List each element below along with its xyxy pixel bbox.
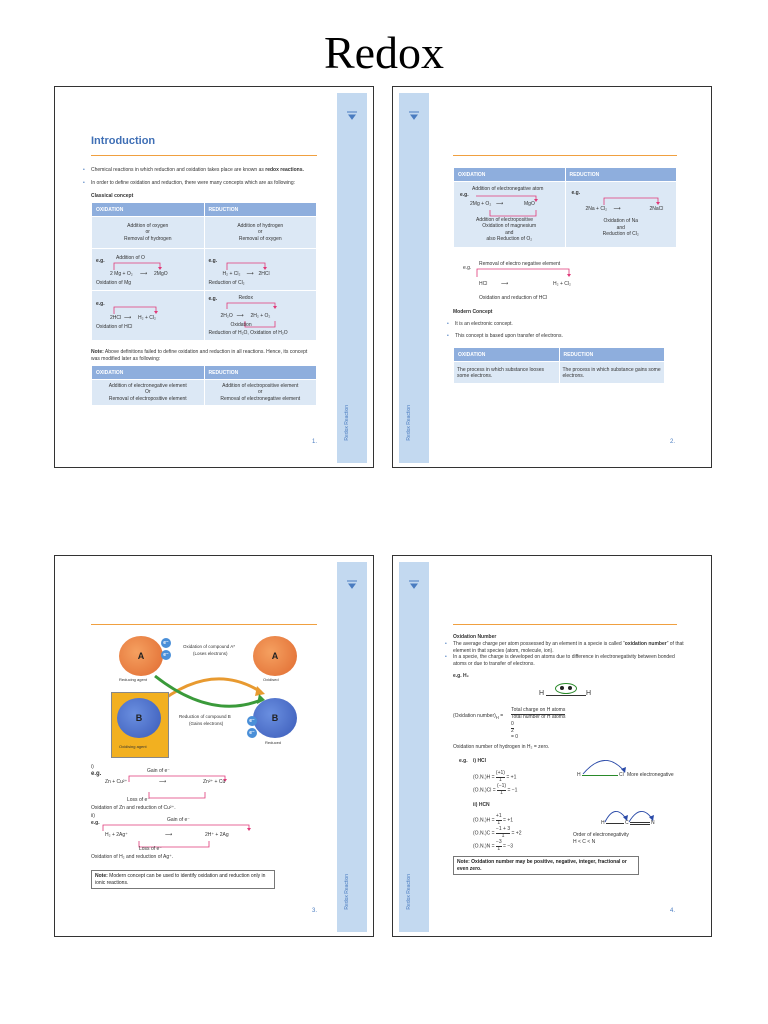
side-stripe (399, 562, 429, 932)
page-heading: Introduction (91, 135, 156, 147)
page-3: Redox Reaction A e⁻ e⁻ Reducing agent Oxidation of compound A* (Loses electrons) A Oxidised B Oxidising agent Reduction of compound B (Gains electrons) B e⁻ e⁻ Reduced i) e.g. Gain of e⁻ Zn + Cu²⁺ ⟶ Zn²⁺ + Cu Loss of e⁻ Oxidation of Zn and reduction of Cu²⁺. ii) e.g. Gain of e⁻ H₂ + 2Ag⁺ ⟶ 2H⁺ + 2Ag Loss of e⁻ Oxidation of H₂ and reduction of Ag⁺. Note: Modern concept can be used to identify oxidation and reduction only in ionic reactions. 3. (54, 555, 374, 937)
oxidised-label: Oxidised (263, 677, 279, 682)
section-label: Oxidation Number (453, 634, 497, 640)
side-label: Redox Reaction (344, 405, 350, 441)
page-number: 3. (311, 908, 317, 914)
page-number: 1. (311, 439, 317, 445)
heading-rule (91, 624, 317, 625)
bullet-item: • In order to define oxidation and reduction, there were many concepts which are as following: (83, 180, 323, 187)
page-number: 2. (669, 439, 675, 445)
document-title: Redox (323, 27, 445, 78)
bookmark-icon (408, 111, 420, 121)
electron: e⁻ (247, 728, 257, 738)
modified-table: OXIDATION REDUCTION Addition of electronegative element Or Removal of electropositive element Addition of electropositive element or Removal of electronegative element (91, 365, 317, 406)
zero-steps: $\frac{0}{2}$ = 0 (511, 721, 519, 740)
electron: e⁻ (161, 650, 171, 660)
reduction-text: Reduction of compound B (Gains electrons) (179, 714, 231, 726)
bullet-item: • This concept is based upon transfer of electrons. (447, 333, 563, 340)
bookmark-icon (408, 580, 420, 590)
electron: e⁻ (247, 716, 257, 726)
section-label: Classical concept (91, 193, 134, 199)
compound-b-reduced: B (253, 698, 297, 738)
hcl-arrow (475, 267, 575, 279)
heading-rule (91, 155, 317, 156)
classical-table: OXIDATION REDUCTION Addition of oxygen or Removal of hydrogen Addition of hydrogen or Removal of oxygen e.g. Addition of O 2 Mg + O₂ ⟶ 2MgO Oxidation of Mg e.g. H₂ + Cl₂ ⟶ 2HCl Reduction of Cl₂ e.g. 2HCl ⟶ H₂ + Cl₂ Oxidation of HCl e.g. Redox 2H₂O ⟶ 2H₂ + O₂ Oxidation Reduction of H₂O, Oxidation of H₂O (91, 202, 317, 341)
oxidising-agent-label: Oxidising agent (119, 744, 147, 749)
bullet-item: • Chemical reactions in which reduction and oxidation takes place are known as redox reactions. (83, 167, 323, 174)
bullet-item: • The average charge per atom possessed by an element in a specie is called “oxidation number” of that element in that species (atom, molecule, ion). (445, 641, 685, 654)
hcl-label: i) HCl (473, 758, 487, 764)
h2-result: Oxidation number of hydrogen in H₂ = zero. (453, 744, 550, 750)
hcn-label: ii) HCN (473, 802, 490, 808)
reduced-label: Reduced (265, 740, 282, 745)
page-4: Redox Reaction Oxidation Number • The average charge per atom possessed by an element in a specie is called “oxidation number” of that element in that species (atom, molecule, ion). • In a specie, the charge is developed on atoms due to difference in electronegativity between bonded atoms or due to transfer of electrons. e.g. H₂ H H (Oxidation $number)_H$ = $\frac{\text{Total charge on H atoms}}{\text{Total number of H atoms}}$ $\frac{0}{2}$ = 0 Oxidation number of hydrogen in H₂ = zero. e.g. i) HCl (O.N.)H = $\frac{(+1)}{1}$ = +1 (O.N.)Cl = $\frac{(-1)}{1}$ = −1 H Cl More electronegative ii) HCN (O.N.)H = $\frac{+1}{1}$ = +1 (O.N.)C = $\frac{-1 + 3}{1}$ = +2 (O.N.)N = $\frac{-3}{1}$ = −3 H C N Order of electronegativity H < C < N Note: Oxidation number may be positive, negative, integer, fractional or even zero. 4. (392, 555, 712, 937)
compound-b: B (117, 698, 161, 738)
oxidation-text: Oxidation of compound A* (Loses electrons) (183, 644, 236, 656)
section-label: Modern Concept (453, 309, 493, 315)
compound-a-oxidised: A (253, 636, 297, 676)
modern-table: OXIDATION REDUCTION The process in which substance looses some electrons. The process in which substance gains some electrons. (453, 347, 665, 384)
bullet-item: • In a specie, the charge is developed on atoms due to difference in electronegativity between bonded atoms or due to transfer of electrons. (445, 654, 685, 667)
side-stripe (337, 562, 367, 932)
side-label: Redox Reaction (406, 405, 412, 441)
note-text: Note: Above definitions failed to define oxidation and reduction in all reactions. Hence, its concept was modified later as following: (91, 349, 308, 362)
electron-table: OXIDATION REDUCTION Addition of electronegative atom e.g. 2Mg + O₂ ⟶ MgO Addition of electropositive Oxidation of magnesium and also Reduction of O₂ e.g. 2Na + Cl₂ ⟶ 2NaCl Oxidation of Na and Reduction of Cl₂ (453, 167, 677, 248)
bullet-item: • It is an electronic concept. (447, 321, 513, 328)
hcl-caption: Oxidation and reduction of HCl (479, 295, 548, 301)
hcl-arrow-label: Removal of electro negative element (479, 261, 561, 267)
bookmark-icon (346, 580, 358, 590)
hcl-lhs: HCl (479, 281, 488, 287)
side-label: Redox Reaction (344, 874, 350, 910)
side-label: Redox Reaction (406, 874, 412, 910)
heading-rule (453, 155, 677, 156)
eg-label: e.g. (459, 758, 468, 764)
bookmark-icon (346, 111, 358, 121)
note-box: Note: Oxidation number may be positive, negative, integer, fractional or even zero. (453, 856, 639, 875)
eg-label: e.g. (463, 265, 472, 271)
eg-label: e.g. H₂ (453, 673, 469, 679)
reducing-agent-label: Reducing agent (119, 677, 148, 682)
page-1 (54, 86, 374, 468)
heading-rule (453, 624, 677, 625)
hcl-rhs: H₂ + Cl₂ (553, 281, 571, 287)
compound-a: A (119, 636, 163, 676)
transfer-arrows (151, 670, 271, 710)
side-stripe (337, 93, 367, 463)
note-box: Note: Modern concept can be used to identify oxidation and reduction only in ionic reactions. (91, 870, 275, 889)
page-number: 4. (669, 908, 675, 914)
electron: e⁻ (161, 638, 171, 648)
side-stripe (399, 93, 429, 463)
page-2: Redox Reaction OXIDATION REDUCTION Addition of electronegative atom e.g. 2Mg + O₂ ⟶ MgO Addition of electropositive Oxidation of magnesium and also Reduction of O₂ e.g. 2Na + Cl₂ ⟶ 2NaCl Oxidation of Na and Reduction of Cl₂ e.g. Removal of electro negative element HCl ⟶ H₂ + Cl₂ Oxidation and reduction of HCl Modern Concept • It is an electronic concept. • This concept is based upon transfer of electrons. OXIDATION REDUCTION The process in which substance looses some electrons. The process in which substance gains some electrons. 2. (392, 86, 712, 468)
